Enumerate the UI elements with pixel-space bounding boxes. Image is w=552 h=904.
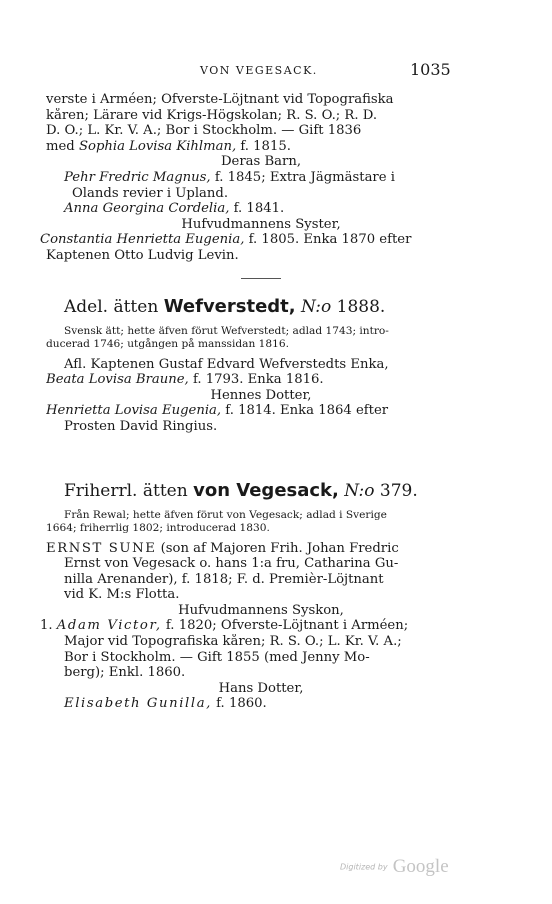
person-name: Adam Victor, xyxy=(56,618,162,634)
family-note: Från Rewal; hette äfven förut von Vegesack; adlad i Sverige xyxy=(64,508,387,521)
text-line: Anna Georgina Cordelia, f. 1841. xyxy=(64,201,285,217)
text-line: Olands revier i Upland. xyxy=(72,185,229,201)
text-line: Henrietta Lovisa Eugenia, f. 1814. Enka 1864 efter xyxy=(46,403,389,419)
section-heading: Friherrl. ätten von Vegesack, N:o 379. xyxy=(64,479,418,501)
family-name: von Vegesack, xyxy=(193,479,339,501)
watermark-caption: Digitized by xyxy=(340,862,388,872)
text-line: Beata Lovisa Braune, f. 1793. Enka 1816. xyxy=(46,372,324,388)
google-logo: Google xyxy=(392,856,449,877)
subheading: Hufvudmannens Syskon, xyxy=(178,602,344,618)
text-line: Major vid Topografiska kåren; R. S. O.; L. Kr. V. A.; xyxy=(64,634,402,650)
text-line: med Sophia Lovisa Kihlman, f. 1815. xyxy=(46,138,291,154)
family-note: 1664; friherrlig 1802; introducerad 1830. xyxy=(46,521,270,534)
google-watermark xyxy=(340,856,449,878)
running-head: VON VEGESACK. xyxy=(200,64,318,77)
text-line: Ernst von Vegesack o. hans 1:a fru, Catharina Gu- xyxy=(64,556,399,572)
text-line: ERNST SUNE (son af Majoren Frih. Johan Fredric xyxy=(46,540,399,556)
person-name: ERNST SUNE xyxy=(46,540,157,556)
section-divider xyxy=(241,278,281,279)
person-name: Elisabeth Gunilla, xyxy=(64,696,212,712)
person-name: Beata Lovisa Braune, xyxy=(46,372,189,388)
person-name: Constantia Henrietta Eugenia, xyxy=(40,232,245,248)
text-line: Prosten David Ringius. xyxy=(64,418,218,434)
text-line: D. O.; L. Kr. V. A.; Bor i Stockholm. — Gift 1836 xyxy=(46,123,362,139)
family-note: ducerad 1746; utgången på manssidan 1816. xyxy=(46,337,289,350)
section-heading: Adel. ätten Wefverstedt, N:o 1888. xyxy=(64,295,386,317)
subheading: Deras Barn, xyxy=(220,154,302,170)
person-name: Sophia Lovisa Kihlman, xyxy=(78,138,237,154)
family-name: Wefverstedt, xyxy=(163,295,296,317)
person-name: Anna Georgina Cordelia, xyxy=(64,201,230,217)
text-line: Bor i Stockholm. — Gift 1855 (med Jenny Mo- xyxy=(64,649,370,665)
text-line: 1. Adam Victor, f. 1820; Öfverste-Löjtnant i Arméen; xyxy=(40,618,409,634)
page-number: 1035 xyxy=(410,60,451,79)
page-header xyxy=(0,60,552,82)
text-line: vid K. M:s Flotta. xyxy=(64,587,180,603)
page-body xyxy=(40,92,476,712)
family-note: Svensk ätt; hette äfven förut Wefverstedt; adlad 1743; intro- xyxy=(64,324,389,337)
text-line: Afl. Kaptenen Gustaf Edvard Wefverstedts Enka, xyxy=(64,356,389,372)
subheading: Hennes Dotter, xyxy=(210,387,312,403)
person-name: Henrietta Lovisa Eugenia, xyxy=(46,403,222,419)
text-line: berg); Enkl. 1860. xyxy=(64,665,186,681)
text-line: Constantia Henrietta Eugenia, f. 1805. Enka 1870 efter xyxy=(40,232,412,248)
text-line: Elisabeth Gunilla, f. 1860. xyxy=(64,696,267,712)
subheading: Hufvudmannens Syster, xyxy=(181,216,341,232)
text-line: verste i Arméen; Öfverste-Löjtnant vid Topografiska xyxy=(46,92,394,107)
text-line: nilla Arenander), f. 1818; F. d. Premièr-Löjtnant xyxy=(64,571,384,587)
text-line: kåren; Lärare vid Krigs-Högskolan; R. S. O.; R. D. xyxy=(46,107,378,123)
text-line: Kaptenen Otto Ludvig Levin. xyxy=(46,247,239,263)
subheading: Hans Dotter, xyxy=(218,680,304,696)
text-line: Pehr Fredric Magnus, f. 1845; Extra Jägmästare i xyxy=(64,169,395,185)
person-name: Pehr Fredric Magnus, xyxy=(64,169,211,185)
